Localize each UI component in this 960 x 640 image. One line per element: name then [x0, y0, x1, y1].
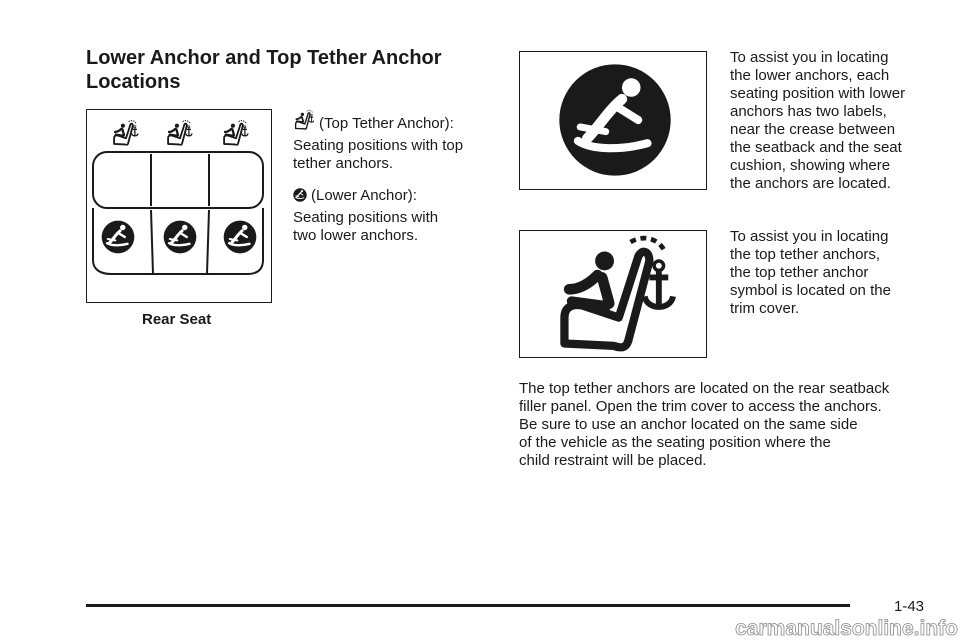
top-tether-anchor-icon — [293, 110, 315, 130]
section-heading — [86, 46, 486, 94]
lower-anchor-text-line: the seatback and the seat — [730, 139, 902, 156]
lower-anchor-text — [730, 49, 950, 193]
lower-anchor-text-line: cushion, showing where — [730, 157, 891, 174]
paragraph-line: child restraint will be placed. — [519, 452, 707, 469]
paragraph-line: Be sure to use an anchor located on the same side — [519, 416, 858, 433]
lower-anchor-desc-line-1: Seating positions with — [293, 209, 439, 226]
top-tether-figure — [519, 230, 707, 358]
top-tether-text — [730, 228, 950, 318]
page-number: 1-43 — [894, 598, 925, 615]
lower-anchor-label: (Lower Anchor): — [311, 187, 417, 204]
legend-top-tether — [293, 110, 493, 133]
lower-anchor-icon — [224, 221, 257, 254]
footer-rule — [86, 604, 850, 607]
rear-seat-caption: Rear Seat — [142, 311, 212, 328]
lower-anchor-text-line: the anchors are located. — [730, 175, 891, 192]
top-tether-anchor-icon — [114, 121, 138, 145]
paragraph-line: of the vehicle as the seating position where the — [519, 434, 831, 451]
top-tether-text-line: symbol is located on the — [730, 282, 891, 299]
watermark-logo — [520, 616, 960, 640]
lower-anchor-text-line: near the crease between — [730, 121, 896, 138]
top-tether-desc-line-1: Seating positions with top — [293, 137, 464, 154]
top-tether-text-line: the top tether anchors, — [730, 246, 881, 263]
legend-lower-anchor — [293, 187, 493, 205]
lower-anchor-text-line: seating position with lower — [730, 85, 906, 102]
lower-anchor-desc-line-2: two lower anchors. — [293, 227, 419, 244]
tether-location-paragraph — [519, 380, 939, 470]
lower-anchor-text-line: To assist you in locating — [730, 49, 889, 66]
lower-anchor-icon — [102, 221, 135, 254]
top-tether-label: (Top Tether Anchor): — [319, 115, 454, 132]
top-tether-desc-line-2: tether anchors. — [293, 155, 394, 172]
lower-anchor-text-line: the lower anchors, each — [730, 67, 890, 84]
top-tether-anchor-icon — [168, 121, 192, 145]
lower-anchor-icon — [164, 221, 197, 254]
top-tether-symbol-icon — [520, 231, 705, 356]
paragraph-line: filler panel. Open the trim cover to access the anchors. — [519, 398, 882, 415]
top-tether-text-line: the top tether anchor — [730, 264, 869, 281]
watermark-text: carmanualsonline.info — [735, 617, 958, 640]
heading-line-1: Lower Anchor and Top Tether Anchor — [86, 47, 442, 69]
top-tether-text-line: trim cover. — [730, 300, 800, 317]
lower-anchor-symbol-icon — [520, 52, 705, 188]
lower-anchor-figure — [519, 51, 707, 190]
top-tether-text-line: To assist you in locating — [730, 228, 889, 245]
lower-anchor-icon — [293, 188, 307, 202]
heading-line-2: Locations — [86, 71, 181, 93]
rear-seat-figure — [86, 109, 272, 303]
top-tether-anchor-icon — [224, 121, 248, 145]
rear-seat-bench-icon — [87, 110, 270, 301]
paragraph-line: The top tether anchors are located on the rear seatback — [519, 380, 890, 397]
lower-anchor-text-line: anchors has two labels, — [730, 103, 887, 120]
legend — [293, 110, 493, 245]
